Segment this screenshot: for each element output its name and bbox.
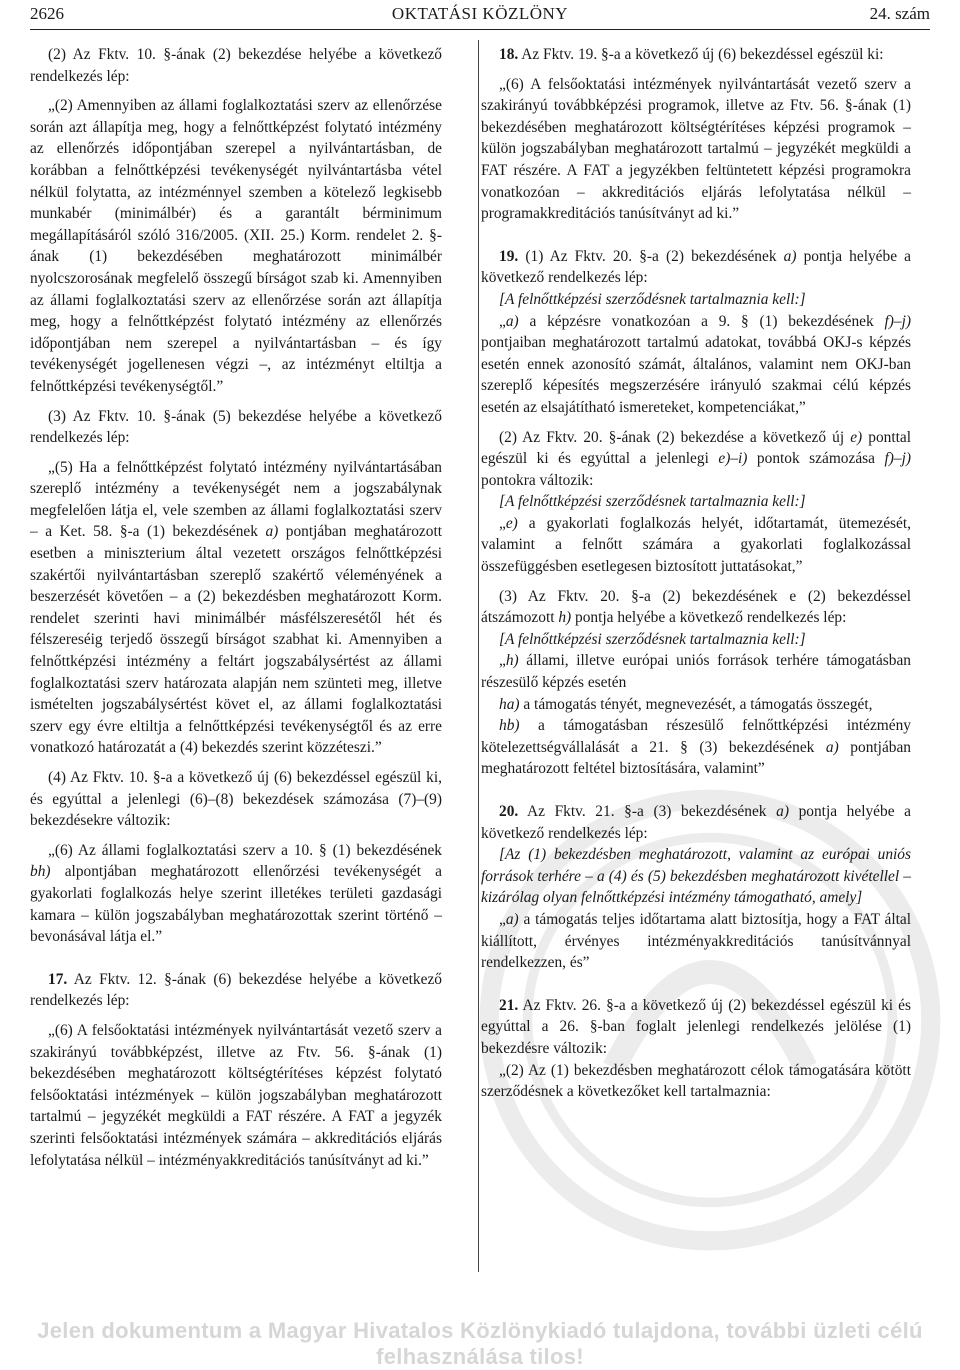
left-column bbox=[30, 44, 442, 1171]
sub-point: hb) a támogatásban részesülő felnőttképzési intézmény kötelezettségvállalását a 21. § (3) bekezdésének a) pontjában meghatározott feltétel biztosítására, valamint” bbox=[481, 717, 911, 778]
quoted-paragraph: „(2) Amennyiben az állami foglalkoztatási szerv az ellenőrzése során azt állapítja meg, hogy a felnőttképzést folytató intézmény az ellenőrzés időpontjában szerepel a nyilvántartásban, de korábban a felnőttképzési tevékenységét nyilvántartásba vétel nélkül folytatta, az intézménnyel szemben a kötelező legkisebb munkabér (minimálbér) és a garantált bérminimum megállapításáról szóló 316/2005. (XII. 25.) Korm. rendelet 2. §-ának (1) bekezdésében meghatározott minimálbér nyolcszorosának megfelelő összegű bírságot szab ki. Amennyiben az állami foglalkoztatási szerv az ellenőrzése során azt állapítja meg, hogy a felnőttképzést folytató intézmény az ellenőrzés időpontjában nem szerepel a nyilvántartásban – és így tevékenységét jogellenesen végzi –, az intézményt eltiltja a felnőttképzési tevékenységtől.” bbox=[30, 97, 442, 395]
bracket-context: [A felnőttképzési szerződésnek tartalmaznia kell:] bbox=[499, 493, 806, 511]
section-number: 18. bbox=[499, 46, 519, 63]
paragraph: (4) Az Fktv. 10. §-a a következő új (6) bekezdéssel egészül ki, és egyúttal a jelenlegi (6)–(8) bekezdések számozása (7)–(9) bekezdésekre változik: bbox=[30, 769, 442, 830]
section-18: 18. Az Fktv. 19. §-a a következő új (6) bekezdéssel egészül ki: bbox=[499, 46, 884, 63]
paragraph: (3) Az Fktv. 10. §-ának (5) bekezdése helyébe a következő rendelkezés lép: bbox=[30, 407, 442, 447]
quoted-paragraph: „(2) Az (1) bekezdésben meghatározott célok támogatására kötött szerződésnek a következőket kell tartalmaznia: bbox=[481, 1061, 911, 1101]
quoted-paragraph: „e) a gyakorlati foglalkozás helyét, időtartamát, ütemezését, valamint a felnőtt számára a gyakorlati foglalkozással összefüggésben esetlegesen biztosított juttatásokat,” bbox=[481, 514, 911, 576]
section-17: 17. Az Fktv. 12. §-ának (6) bekezdése helyébe a következő rendelkezés lép: bbox=[30, 970, 442, 1010]
sub-point: ha) a támogatás tényét, megnevezését, a támogatás összegét, bbox=[499, 695, 873, 713]
paragraph: (2) Az Fktv. 10. §-ának (2) bekezdése helyébe a következő rendelkezés lép: bbox=[30, 46, 442, 85]
quoted-paragraph: „a) a képzésre vonatkozóan a 9. § (1) bekezdésének f)–j) pontjaiban meghatározott tartalmú adatokat, továbbá OKJ-s képzés esetén ennek azonosító számát, általános, valamint nem OKJ-ban szereplő képesítés megszerzésére irányuló szakmai célú képzés esetén az elsajátítható ismereteket, kompetenciákat,” bbox=[481, 312, 911, 416]
page-header bbox=[30, 2, 930, 28]
section-number: 19. bbox=[499, 247, 519, 265]
journal-title: OKTATÁSI KÖZLÖNY bbox=[391, 4, 569, 23]
bracket-context: [A felnőttképzési szerződésnek tartalmaznia kell:] bbox=[499, 290, 806, 308]
bracket-context: [A felnőttképzési szerződésnek tartalmaznia kell:] bbox=[499, 630, 806, 648]
column-divider bbox=[478, 40, 479, 1272]
bracket-context: [Az (1) bekezdésben meghatározott, valamint az európai uniós források terhére – a (4) és (5) bekezdésben meghatározott kivétellel – kizárólag olyan felnőttképzési intézmény támogatható, amely] bbox=[481, 846, 911, 907]
quoted-paragraph: „a) a támogatás teljes időtartama alatt biztosítja, hogy a FAT által kiállított, érvényes intézményakkreditációs tanúsítvánnyal rendelkezzen, és” bbox=[481, 910, 911, 972]
section-20: 20. Az Fktv. 21. §-a (3) bekezdésének a) pontja helyébe a következő rendelkezés lép: bbox=[481, 803, 911, 842]
section-number: 21. bbox=[499, 996, 519, 1014]
section-number: 17. bbox=[48, 970, 68, 988]
quoted-paragraph: „h) állami, illetve európai uniós források terhére támogatásban részesülő képzés esetén bbox=[481, 652, 911, 692]
paragraph: (2) Az Fktv. 20. §-ának (2) bekezdése a következő új e) ponttal egészül ki és egyúttal a jelenlegi e)–i) pontok számozása f)–j) pontokra változik: bbox=[481, 428, 911, 489]
right-column bbox=[481, 44, 911, 1103]
section-21: 21. Az Fktv. 26. §-a a következő új (2) bekezdéssel egészül ki és egyúttal a 26. §-ban foglalt jelenlegi rendelkezés jelölése (1) bekezdésre változik: bbox=[481, 996, 911, 1057]
section-19: 19. (1) Az Fktv. 20. §-a (2) bekezdésének a) pontja helyébe a következő rendelkezés lép: bbox=[481, 247, 911, 287]
quoted-paragraph: „(6) A felsőoktatási intézmények nyilvántartását vezető szerv a szakirányú továbbképzést, illetve az Ftv. 56. §-ának (1) bekezdésében meghatározott költségtérítéses képzést folytató felsőoktatási intézmények – külön jogszabályban meghatározott tartalmú – jegyzékét megküldi a FAT részére. A FAT a jegyzék szerinti felsőoktatási intézmények számára – akkreditációs eljárás lefolytatása nélkül – intézményakkreditációs tanúsítványt ad ki.” bbox=[30, 1021, 442, 1169]
header-rule bbox=[30, 29, 930, 30]
section-number: 20. bbox=[499, 803, 519, 820]
paragraph: (3) Az Fktv. 20. §-a (2) bekezdésének e (2) bekezdéssel átszámozott h) pontja helyébe a következő rendelkezés lép: bbox=[481, 587, 911, 627]
footer-notice: Jelen dokumentum a Magyar Hivatalos Közlönykiadó tulajdona, további üzleti célú felhasználása tilos! bbox=[37, 1318, 923, 1369]
page-number: 2626 bbox=[30, 4, 64, 23]
quoted-paragraph: „(6) Az állami foglalkoztatási szerv a 10. § (1) bekezdésének bh) alpontjában meghatározott ellenőrzési tevékenységét a gyakorlati foglalkozás helye szerint illetékes területi gazdasági kamara – külön jogszabályban meghatározottak szerint történő – bevonásával látja el.” bbox=[30, 841, 442, 946]
quoted-paragraph: „(6) A felsőoktatási intézmények nyilvántartását vezető szerv a szakirányú továbbképzési programok, illetve az Ftv. 56. §-ának (1) bekezdésében meghatározott költségtérítéses képzési programok – külön jogszabályban meghatározott tartalmú – jegyzékét megküldi a FAT részére. A FAT a jegyzékben feltüntetett képzési programokra vonatkozóan – akkreditációs eljárás lefolytatása nélkül – programakkreditációs tanúsítványt ad ki.” bbox=[481, 75, 911, 223]
issue-number: 24. szám bbox=[869, 4, 930, 23]
quoted-paragraph: „(5) Ha a felnőttképzést folytató intézmény nyilvántartásában szereplő intézmény a tevékenységét nem a jogszabálynak megfelelően látja el, vele szemben az állami foglalkoztatási szerv – a Ket. 58. §-a (1) bekezdésének a) pontjában meghatározott esetben a miniszterium által vezetett országos felnőttképzési szakértői nyilvántartásban szereplő szakértő véleményének a beszerzését követően – a (2) bekezdésben meghatározott Korm. rendelet szerinti havi minimálbér másfélszeresétől hét és félszereséig terjedő összegű bírságot szabhat ki. Amennyiben a felnőttképzési intézmény a feltárt jogszabálysértést az állami foglalkoztatási szerv határozata alapján nem szünteti meg, illetve ismételten jogszabálysértést követ el, az állami foglalkoztatási szerv egy évre eltiltja a felnőttképzési tevékenységtől és az erre vonatkozó határozatát a (4) bekezdés szerint közzéteszi.” bbox=[30, 458, 442, 757]
